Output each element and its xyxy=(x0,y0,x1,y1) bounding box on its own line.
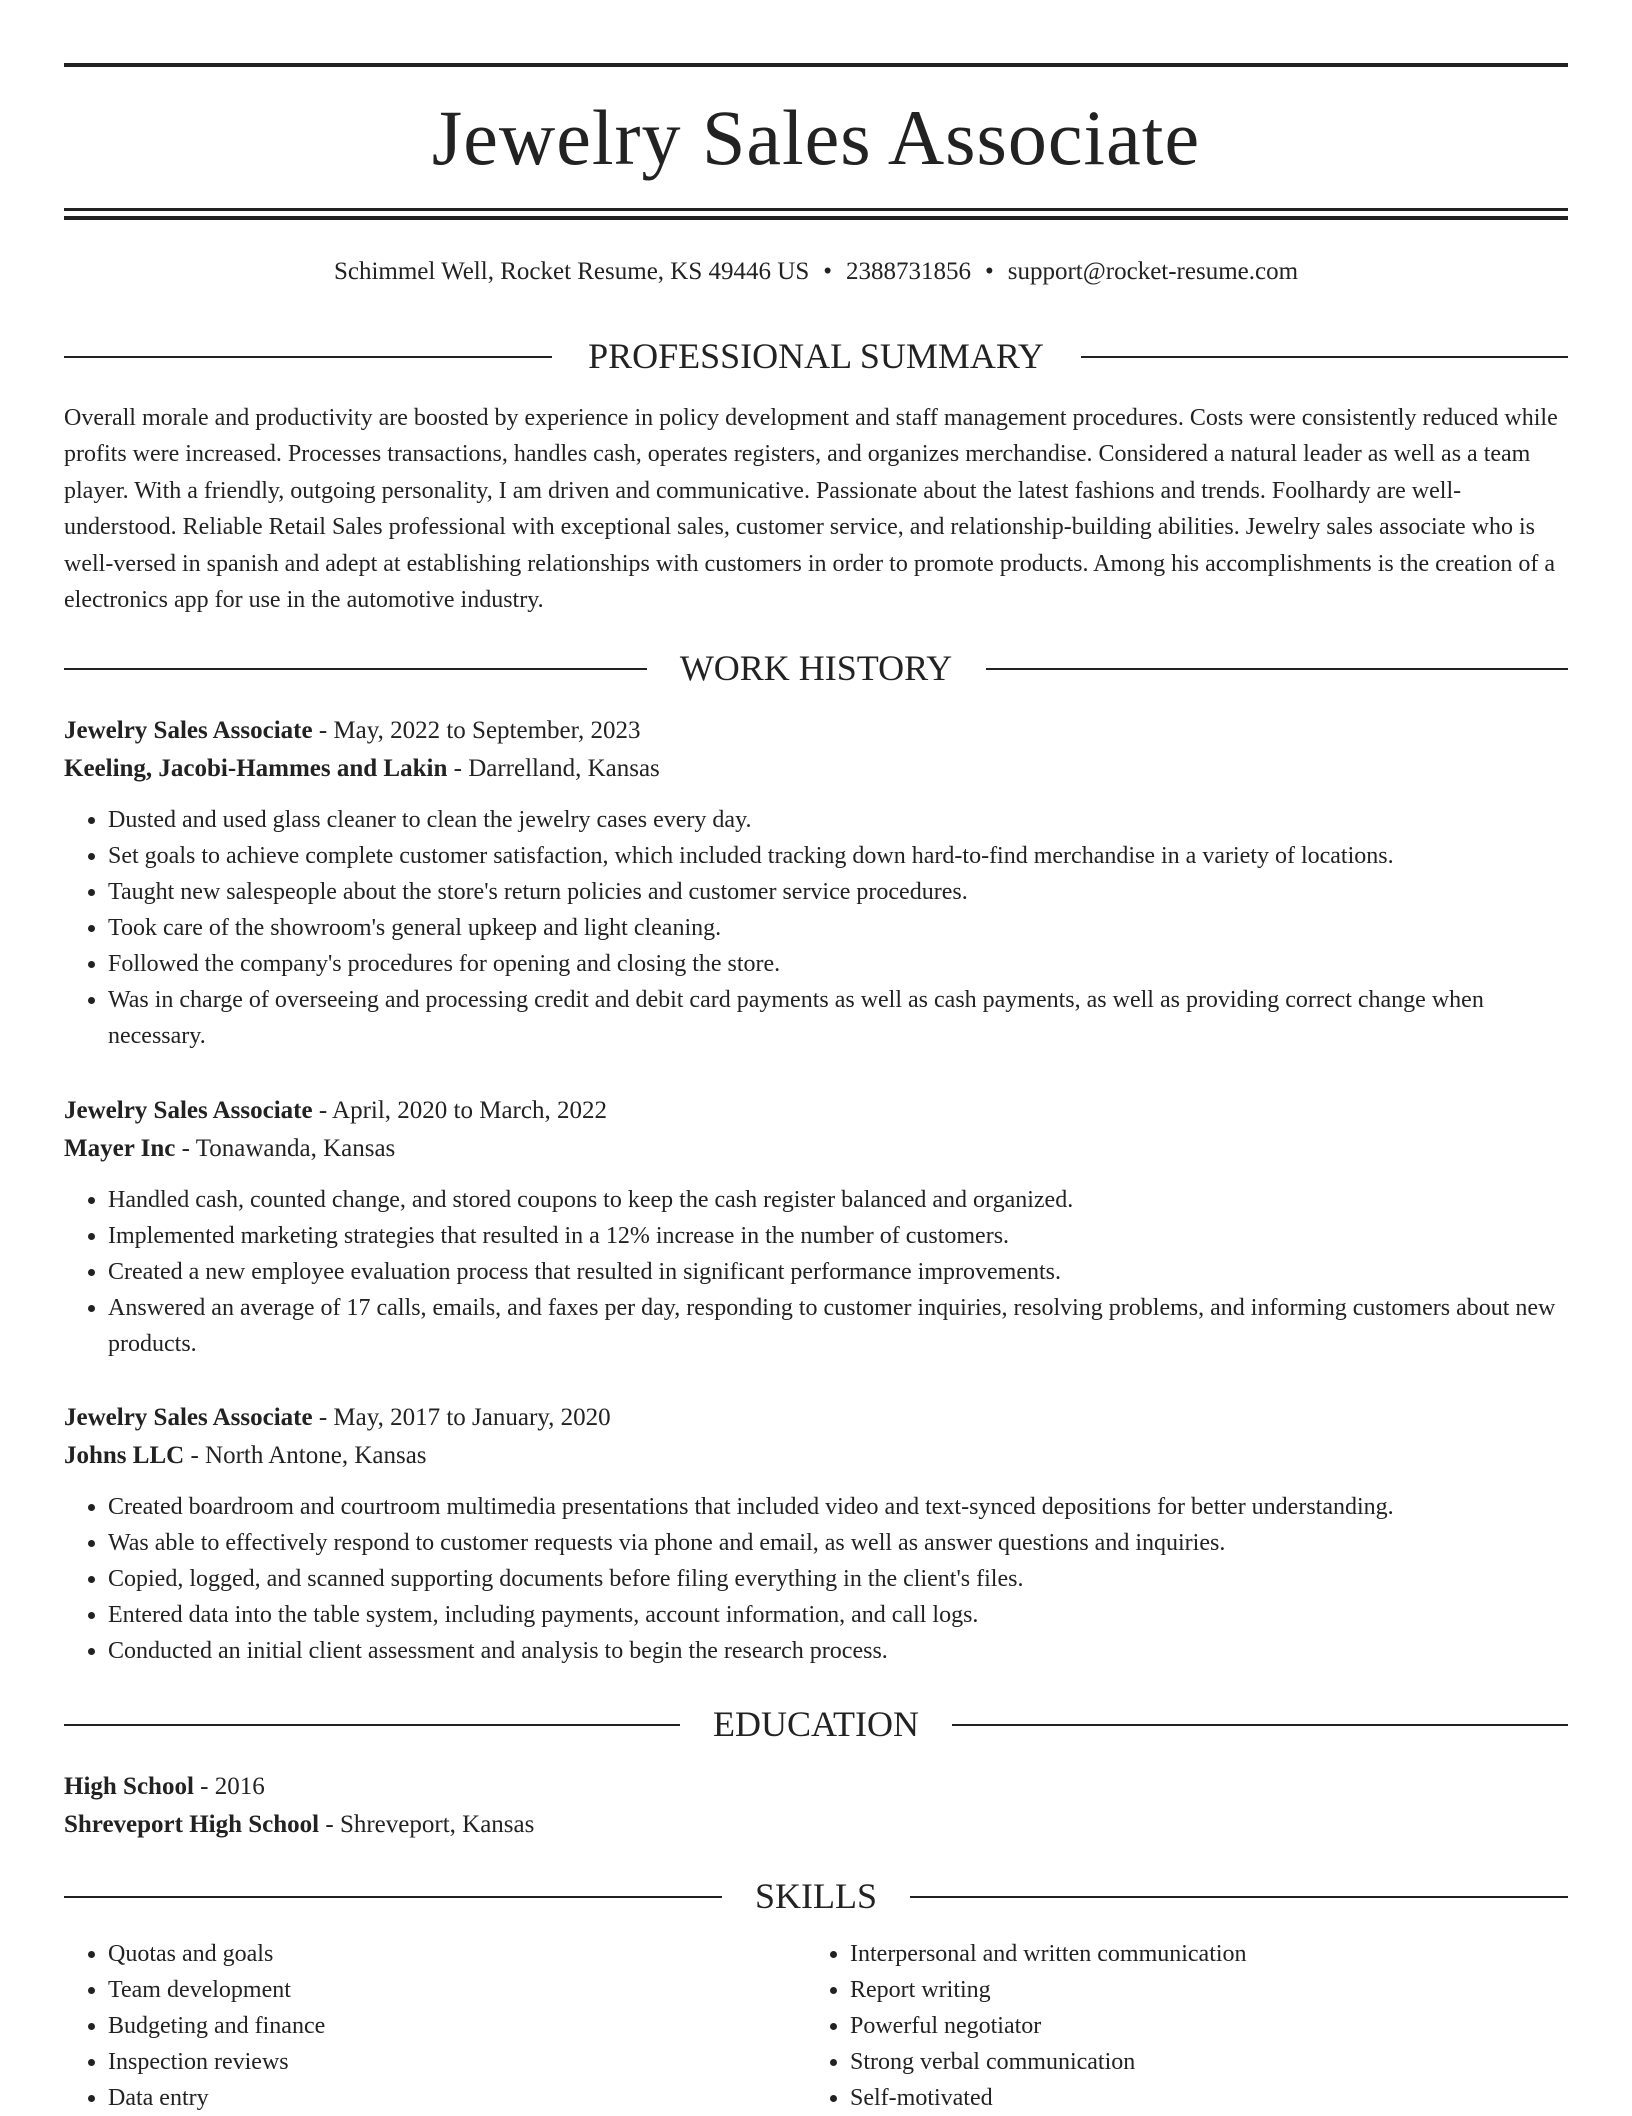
skill-item: • Inspection reviews xyxy=(108,2044,764,2080)
education-location: - Shreveport, Kansas xyxy=(319,1811,535,1838)
job-bullet: • Taught new salespeople about the store's return policies and customer service procedures. xyxy=(108,874,1568,910)
skills-list xyxy=(64,1936,764,2116)
job-company-row xyxy=(64,1437,1568,1475)
job-title: Jewelry Sales Associate xyxy=(64,717,313,744)
job-company: Johns LLC xyxy=(64,1442,185,1469)
skill-item: • Powerful negotiator xyxy=(850,2008,1506,2044)
education-school-row xyxy=(64,1806,1568,1844)
job-bullet: • Created boardroom and courtroom multimedia presentations that included video and text-synced depositions for better understanding. xyxy=(108,1489,1568,1525)
job-company-row xyxy=(64,1130,1568,1168)
header-bottom-rule xyxy=(64,208,1568,211)
contact-address: Schimmel Well, Rocket Resume, KS 49446 US xyxy=(333,258,810,285)
skill-item: • Data entry xyxy=(108,2080,764,2116)
job-bullet: • Handled cash, counted change, and stored coupons to keep the cash register balanced and organized. xyxy=(108,1182,1568,1218)
resume-title: Jewelry Sales Associate xyxy=(431,94,1201,181)
job-title: Jewelry Sales Associate xyxy=(64,1404,313,1431)
education-degree: High School xyxy=(64,1773,194,1800)
section-header-education xyxy=(64,1702,1568,1746)
job-company: Keeling, Jacobi-Hammes and Lakin xyxy=(64,755,448,782)
job-bullet: • Set goals to achieve complete customer satisfaction, which included tracking down hard-to-find merchandise in a variety of locations. xyxy=(108,838,1568,874)
education-entry xyxy=(64,1768,1568,1844)
job-location: - Darrelland, Kansas xyxy=(447,755,660,782)
job-bullet: • Implemented marketing strategies that resulted in a 12% increase in the number of customers. xyxy=(108,1218,1568,1254)
job-bullet: • Was in charge of overseeing and processing credit and debit card payments as well as cash payments, as well as providing correct change when necessary. xyxy=(108,982,1568,1054)
skill-item: • Self-motivated xyxy=(850,2080,1506,2116)
job-company-row xyxy=(64,750,1568,788)
job-bullets xyxy=(64,1489,1568,1669)
education-year: - 2016 xyxy=(193,1773,265,1800)
job-bullet: • Took care of the showroom's general upkeep and light cleaning. xyxy=(108,910,1568,946)
job-bullets xyxy=(64,802,1568,1054)
section-header-skills xyxy=(64,1874,1568,1918)
section-title-skills: SKILLS xyxy=(754,1876,877,1916)
job-location: - North Antone, Kansas xyxy=(184,1442,427,1469)
job-bullet: • Copied, logged, and scanned supporting documents before filing everything in the client's files. xyxy=(108,1561,1568,1597)
header-bottom-rule-thick xyxy=(64,216,1568,220)
skill-item: • Strong verbal communication xyxy=(850,2044,1506,2080)
job-bullet: • Followed the company's procedures for opening and closing the store. xyxy=(108,946,1568,982)
job-dates: - April, 2020 to March, 2022 xyxy=(312,1097,607,1124)
job-dates: - May, 2022 to September, 2023 xyxy=(312,717,641,744)
summary-paragraph: Overall morale and productivity are boosted by experience in policy development and staff management procedures. Costs were consistently reduced while profits were increased. Processes transactions, handles cash, operates registers, and organizes merchandise. Considered a natural leader as well as a team player. With a friendly, outgoing personality, I am driven and communicative. Passionate about the latest fashions and trends. Foolhardy are well-understood. Reliable Retail Sales professional with exceptional sales, customer service, and relationship-building abilities. Jewelry sales associate who is well-versed in spanish and adept at establishing relationships with customers in order to promote products. Among his accomplishments is the creation of a electronics app for use in the automotive industry. xyxy=(64,405,1558,614)
skills-list xyxy=(806,1936,1506,2116)
job-bullet: • Was able to effectively respond to customer requests via phone and email, as well as answer questions and inquiries. xyxy=(108,1525,1568,1561)
contact-separator: • xyxy=(823,258,832,285)
job-title-row xyxy=(64,1399,1568,1437)
section-title-summary: PROFESSIONAL SUMMARY xyxy=(588,336,1044,376)
job-entry xyxy=(64,1092,1568,1362)
skill-item: • Budgeting and finance xyxy=(108,2008,764,2044)
contact-line xyxy=(64,254,1568,290)
job-title-row xyxy=(64,712,1568,750)
skill-item: • Quotas and goals xyxy=(108,1936,764,1972)
job-company: Mayer Inc xyxy=(64,1135,176,1162)
contact-separator: • xyxy=(984,258,994,285)
header-top-rule xyxy=(64,63,1568,67)
education-degree-row xyxy=(64,1768,1568,1806)
skill-item: • Team development xyxy=(108,1972,764,2008)
job-title: Jewelry Sales Associate xyxy=(64,1097,313,1124)
section-title-education: EDUCATION xyxy=(713,1704,919,1744)
job-bullets xyxy=(64,1182,1568,1362)
job-bullet: • Created a new employee evaluation process that resulted in significant performance improvements. xyxy=(108,1254,1568,1290)
job-location: - Tonawanda, Kansas xyxy=(175,1135,396,1162)
section-header-work xyxy=(64,646,1568,690)
job-title-row xyxy=(64,1092,1568,1130)
job-dates: - May, 2017 to January, 2020 xyxy=(312,1404,611,1431)
job-bullet: • Entered data into the table system, including payments, account information, and call logs. xyxy=(108,1597,1568,1633)
skill-item: • Report writing xyxy=(850,1972,1506,2008)
skills-column-right xyxy=(806,1936,1506,2116)
skill-item: • Interpersonal and written communication xyxy=(850,1936,1506,1972)
education-school: Shreveport High School xyxy=(64,1811,320,1838)
section-header-summary xyxy=(64,334,1568,378)
contact-email: support@rocket-resume.com xyxy=(1007,258,1299,285)
job-entry xyxy=(64,1399,1568,1669)
job-bullet: • Answered an average of 17 calls, emails, and faxes per day, responding to customer inquiries, resolving problems, and informing customers about new products. xyxy=(108,1290,1568,1362)
contact-phone: 2388731856 xyxy=(845,258,971,285)
skills-column-left xyxy=(64,1936,764,2116)
job-bullet: • Conducted an initial client assessment and analysis to begin the research process. xyxy=(108,1633,1568,1669)
job-bullet: • Dusted and used glass cleaner to clean the jewelry cases every day. xyxy=(108,802,1568,838)
section-title-work: WORK HISTORY xyxy=(679,648,953,688)
job-entry xyxy=(64,712,1568,1054)
